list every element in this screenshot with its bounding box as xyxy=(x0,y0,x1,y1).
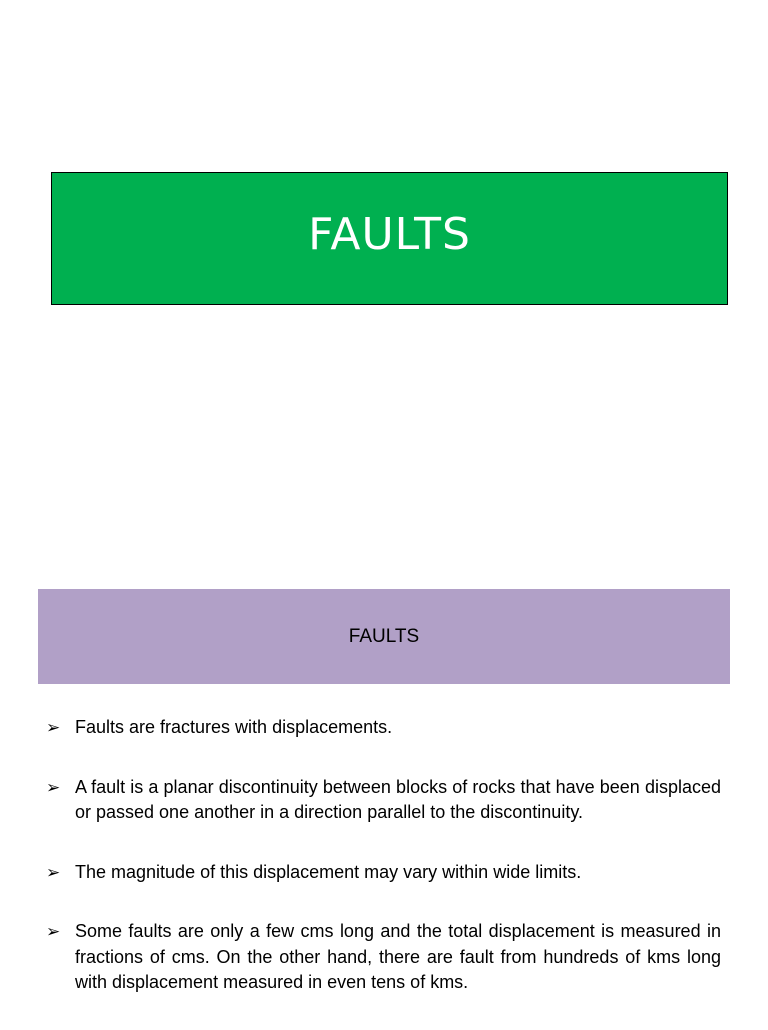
bullet-item xyxy=(46,860,721,886)
title-banner xyxy=(51,172,728,305)
section-header xyxy=(38,589,730,684)
bullet-list xyxy=(46,715,721,1030)
bullet-text: Faults are fractures with displacements. xyxy=(75,717,393,737)
arrowhead-bullet-icon: ➢ xyxy=(46,862,61,882)
arrowhead-bullet-icon: ➢ xyxy=(46,777,61,797)
arrowhead-bullet-icon: ➢ xyxy=(46,922,61,941)
bullet-text: Some faults are only a few cms long and the total displacement is measured in fractions of cms. On the other hand, there are fault from hundreds of kms long with displacement measured in even tens of kms. xyxy=(75,921,721,992)
bullet-text: A fault is a planar discontinuity between blocks of rocks that have been displaced or passed one another in a direction parallel to the discontinuity. xyxy=(75,776,721,822)
arrowhead-bullet-icon: ➢ xyxy=(46,718,61,737)
bullet-text: The magnitude of this displacement may vary within wide limits. xyxy=(75,861,582,882)
slide-title: FAULTS xyxy=(308,209,471,260)
bullet-item xyxy=(46,919,721,996)
bullet-item xyxy=(46,775,721,826)
bullet-item xyxy=(46,715,721,741)
section-header-title: FAULTS xyxy=(348,625,420,647)
